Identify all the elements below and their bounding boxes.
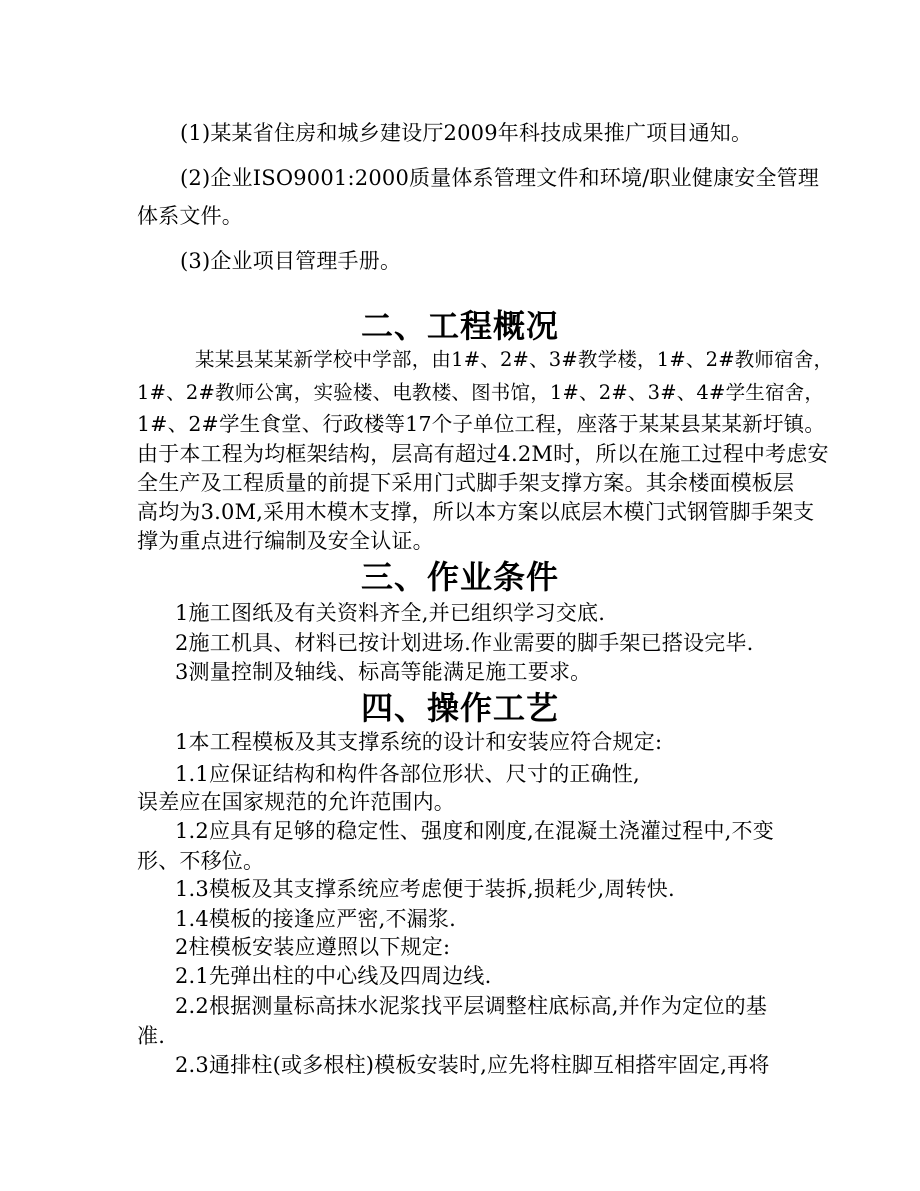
list-item: 1.1应保证结构和构件各部位形状、尺寸的正确性, — [175, 762, 640, 786]
paragraph-line: 全生产及工程质量的前提下采用门式脚手架支撑方案。其余楼面模板层 — [137, 471, 795, 495]
paragraph-line: 某某县某某新学校中学部，由1#、2#、3#教学楼，1#、2#教师宿舍， — [195, 348, 834, 371]
list-item: 2施工机具、材料已按计划进场.作业需要的脚手架已搭设完毕. — [175, 631, 754, 655]
reference-2: (2)企业ISO9001:2000质量体系管理文件和环境/职业健康安全管理 — [180, 166, 820, 190]
list-item: 2.3通排柱(或多根柱)模板安装时,应先将柱脚互相搭牢固定,再将 — [175, 1053, 770, 1077]
section-heading-work-conditions: 三、作业条件 — [360, 558, 559, 596]
list-item: 2.2根据测量标高抹水泥浆找平层调整柱底标高,并作为定位的基 — [175, 994, 768, 1018]
paragraph-line: 高均为3.0M,采用木模木支撑，所以本方案以底层木模门式钢管脚手架支 — [137, 500, 815, 524]
list-item-cont: 形、不移位。 — [137, 849, 265, 873]
list-item: 2柱模板安装应遵照以下规定: — [175, 935, 451, 959]
paragraph-line: 由于本工程为均框架结构，层高有超过4.2M时，所以在施工过程中考虑安 — [137, 442, 829, 466]
list-item: 1施工图纸及有关资料齐全,并已组织学习交底. — [175, 601, 606, 625]
list-item: 1本工程模板及其支撑系统的设计和安装应符合规定: — [175, 730, 663, 754]
list-item: 1.2应具有足够的稳定性、强度和刚度,在混凝土浇灌过程中,不变 — [175, 819, 774, 843]
section-heading-project-overview: 二、工程概况 — [360, 307, 559, 345]
list-item: 1.3模板及其支撑系统应考虑便于装拆,损耗少,周转快. — [175, 877, 675, 901]
list-item-cont: 准. — [137, 1024, 166, 1048]
section-heading-operation-process: 四、操作工艺 — [360, 689, 559, 727]
paragraph-line: 1#、2#教师公寓，实验楼、电教楼、图书馆，1#、2#、3#、4#学生宿舍， — [137, 381, 825, 404]
list-item-cont: 误差应在国家规范的允许范围内。 — [137, 790, 455, 814]
list-item: 1.4模板的接逢应严密,不漏浆. — [175, 907, 456, 931]
list-item: 3测量控制及轴线、标高等能满足施工要求。 — [175, 660, 592, 684]
reference-1: (1)某某省住房和城乡建设厅2009年科技成果推广项目通知。 — [180, 121, 753, 145]
reference-3: (3)企业项目管理手册。 — [180, 249, 402, 273]
reference-2-cont: 体系文件。 — [137, 204, 243, 228]
list-item: 2.1先弹出柱的中心线及四周边线. — [175, 964, 492, 988]
paragraph-line: 1#、2#学生食堂、行政楼等17个子单位工程，座落于某某县某某新圩镇。 — [137, 412, 826, 436]
paragraph-line: 撑为重点进行编制及安全认证。 — [137, 529, 434, 553]
